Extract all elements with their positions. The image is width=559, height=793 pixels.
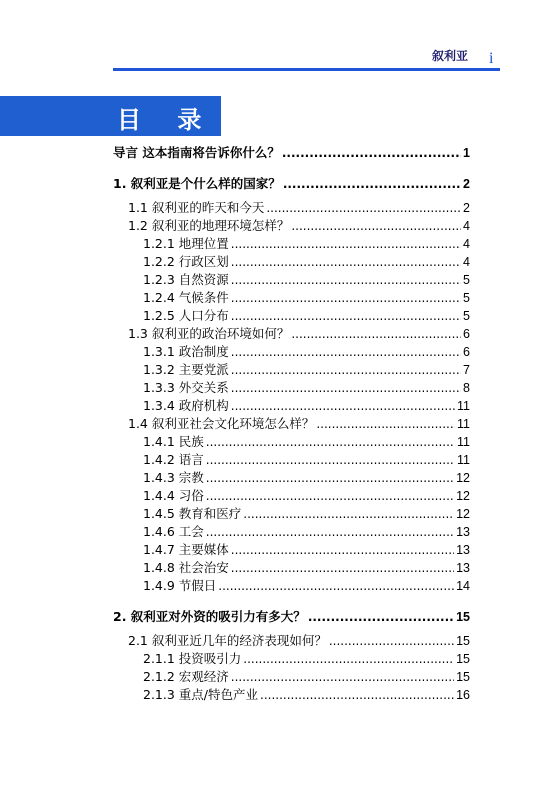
leader-dots xyxy=(260,686,454,704)
leader-dots xyxy=(231,361,461,379)
toc-entry-page: 7 xyxy=(463,363,470,377)
toc-entry-label: 1.4.1 民族 xyxy=(143,434,204,449)
leader-dots xyxy=(206,523,454,541)
toc-entry-label: 1.2.5 人口分布 xyxy=(143,308,229,323)
toc-entry-page: 12 xyxy=(456,471,470,485)
toc-entry-page: 4 xyxy=(463,219,470,233)
toc-entry-label: 1.1 叙利亚的昨天和今天 xyxy=(128,200,265,215)
leader-dots xyxy=(329,632,454,650)
toc-entry-1-4-1[interactable] xyxy=(143,433,470,451)
toc-entry-page: 15 xyxy=(456,652,470,666)
leader-dots xyxy=(266,199,461,217)
leader-dots xyxy=(231,379,461,397)
toc-entry-page: 16 xyxy=(456,688,470,702)
toc-entry-2-1-1[interactable] xyxy=(143,650,470,668)
toc-entry-label: 1.4.6 工会 xyxy=(143,524,204,539)
leader-dots xyxy=(316,415,455,433)
toc-entry-label: 2.1.3 重点/特色产业 xyxy=(143,687,258,702)
toc-entry-1-4-8[interactable] xyxy=(143,559,470,577)
toc-entry-page: 13 xyxy=(456,525,470,539)
running-header-page-numeral: i xyxy=(489,50,494,67)
toc-entry-label: 1.3.2 主要党派 xyxy=(143,362,229,377)
toc-entry-2-1-3[interactable] xyxy=(143,686,470,704)
toc-entry-label: 1.2.1 地理位置 xyxy=(143,236,229,251)
toc-entry-page: 4 xyxy=(463,237,470,251)
toc-entry-preface[interactable] xyxy=(113,144,470,162)
leader-dots xyxy=(231,541,454,559)
toc-entry-label: 1.3 叙利亚的政治环境如何？ xyxy=(128,326,290,341)
toc-entry-label: 2.1.1 投资吸引力 xyxy=(143,651,242,666)
toc-entry-1-4-6[interactable] xyxy=(143,523,470,541)
leader-dots xyxy=(206,433,455,451)
leader-dots xyxy=(243,505,454,523)
toc-entry-label: 1.3.3 外交关系 xyxy=(143,380,229,395)
toc-entry-chapter-1[interactable] xyxy=(113,175,470,193)
toc-entry-label: 1.3.1 政治制度 xyxy=(143,344,229,359)
leader-dots xyxy=(206,487,454,505)
leader-dots xyxy=(231,668,454,686)
leader-dots xyxy=(308,608,454,626)
toc-entry-page: 2 xyxy=(463,177,470,191)
toc-entry-page: 6 xyxy=(463,345,470,359)
leader-dots xyxy=(282,144,461,162)
toc-entry-label: 1.4.9 节假日 xyxy=(143,578,217,593)
toc-entry-page: 5 xyxy=(463,273,470,287)
leader-dots xyxy=(231,271,461,289)
toc-entry-label: 1.2.4 气候条件 xyxy=(143,290,229,305)
toc-entry-page: 15 xyxy=(456,670,470,684)
toc-entry-page: 13 xyxy=(456,561,470,575)
toc-entry-label: 1.2.3 自然资源 xyxy=(143,272,229,287)
toc-entry-label: 2. 叙利亚对外资的吸引力有多大？ xyxy=(113,609,306,624)
toc-entry-page: 11 xyxy=(457,417,470,431)
leader-dots xyxy=(206,451,455,469)
toc-entry-1-2-1[interactable] xyxy=(143,235,470,253)
toc-entry-page: 4 xyxy=(463,255,470,269)
toc-entry-label: 导言 这本指南将告诉你什么？ xyxy=(113,145,280,160)
toc-entry-1-2[interactable] xyxy=(128,217,470,235)
toc-entry-page: 2 xyxy=(463,201,470,215)
leader-dots xyxy=(231,289,461,307)
toc-entry-label: 1.2.2 行政区划 xyxy=(143,254,229,269)
toc-entry-1-4-5[interactable] xyxy=(143,505,470,523)
toc-entry-1-3-1[interactable] xyxy=(143,343,470,361)
toc-entry-label: 1.4.5 教育和医疗 xyxy=(143,506,242,521)
toc-entry-chapter-2[interactable] xyxy=(113,608,470,626)
toc-entry-page: 5 xyxy=(463,309,470,323)
leader-dots xyxy=(218,577,454,595)
toc-entry-page: 15 xyxy=(456,634,470,648)
toc-entry-1-4-7[interactable] xyxy=(143,541,470,559)
leader-dots xyxy=(231,343,461,361)
leader-dots xyxy=(231,253,461,271)
toc-entry-label: 1.4 叙利亚社会文化环境怎么样？ xyxy=(128,416,315,431)
toc-entry-1-2-5[interactable] xyxy=(143,307,470,325)
toc-entry-page: 11 xyxy=(457,399,470,413)
toc-entry-label: 1.4.4 习俗 xyxy=(143,488,204,503)
toc-entry-1-4-3[interactable] xyxy=(143,469,470,487)
leader-dots xyxy=(243,650,454,668)
toc-entry-1-2-2[interactable] xyxy=(143,253,470,271)
toc-entry-1-3-2[interactable] xyxy=(143,361,470,379)
toc-entry-1-4[interactable] xyxy=(128,415,470,433)
toc-entry-page: 14 xyxy=(456,579,470,593)
toc-entry-label: 1.4.8 社会治安 xyxy=(143,560,229,575)
leader-dots xyxy=(231,397,455,415)
toc-entry-1-4-2[interactable] xyxy=(143,451,470,469)
toc-entry-page: 6 xyxy=(463,327,470,341)
running-header-title: 叙利亚 xyxy=(431,49,468,63)
toc-entry-page: 12 xyxy=(456,489,470,503)
leader-dots xyxy=(231,235,461,253)
toc-entry-label: 1.4.7 主要媒体 xyxy=(143,542,229,557)
toc-entry-1-3-3[interactable] xyxy=(143,379,470,397)
toc-entry-label: 2.1 叙利亚近几年的经济表现如何？ xyxy=(128,633,327,648)
toc-entry-page: 13 xyxy=(456,543,470,557)
toc-entry-page: 11 xyxy=(457,453,470,467)
toc-entry-label: 1.3.4 政府机构 xyxy=(143,398,229,413)
toc-entry-label: 1.4.2 语言 xyxy=(143,452,204,467)
toc-entry-1-3-4[interactable] xyxy=(143,397,470,415)
toc-entry-label: 1.4.3 宗教 xyxy=(143,470,204,485)
toc-entry-1-2-3[interactable] xyxy=(143,271,470,289)
toc-entry-page: 11 xyxy=(457,435,470,449)
toc-entry-label: 1.2 叙利亚的地理环境怎样？ xyxy=(128,218,290,233)
toc-entry-page: 5 xyxy=(463,291,470,305)
toc-entry-2-1-2[interactable] xyxy=(143,668,470,686)
toc-entry-page: 1 xyxy=(463,146,470,160)
leader-dots xyxy=(283,175,461,193)
toc-entry-label: 2.1.2 宏观经济 xyxy=(143,669,229,684)
toc-entry-2-1[interactable] xyxy=(128,632,470,650)
toc-entry-1-4-4[interactable] xyxy=(143,487,470,505)
leader-dots xyxy=(231,559,454,577)
toc-entry-1-1[interactable] xyxy=(128,199,470,217)
header-rule xyxy=(113,68,500,71)
leader-dots xyxy=(291,217,461,235)
toc-entry-1-2-4[interactable] xyxy=(143,289,470,307)
leader-dots xyxy=(291,325,461,343)
toc-entry-page: 8 xyxy=(463,381,470,395)
toc-entry-1-4-9[interactable] xyxy=(143,577,470,595)
toc-heading: 目 录 xyxy=(117,106,216,134)
leader-dots xyxy=(206,469,454,487)
toc-entry-1-3[interactable] xyxy=(128,325,470,343)
leader-dots xyxy=(231,307,461,325)
toc-entry-label: 1. 叙利亚是个什么样的国家？ xyxy=(113,176,281,191)
toc-entry-page: 12 xyxy=(456,507,470,521)
toc-entry-page: 15 xyxy=(456,610,470,624)
